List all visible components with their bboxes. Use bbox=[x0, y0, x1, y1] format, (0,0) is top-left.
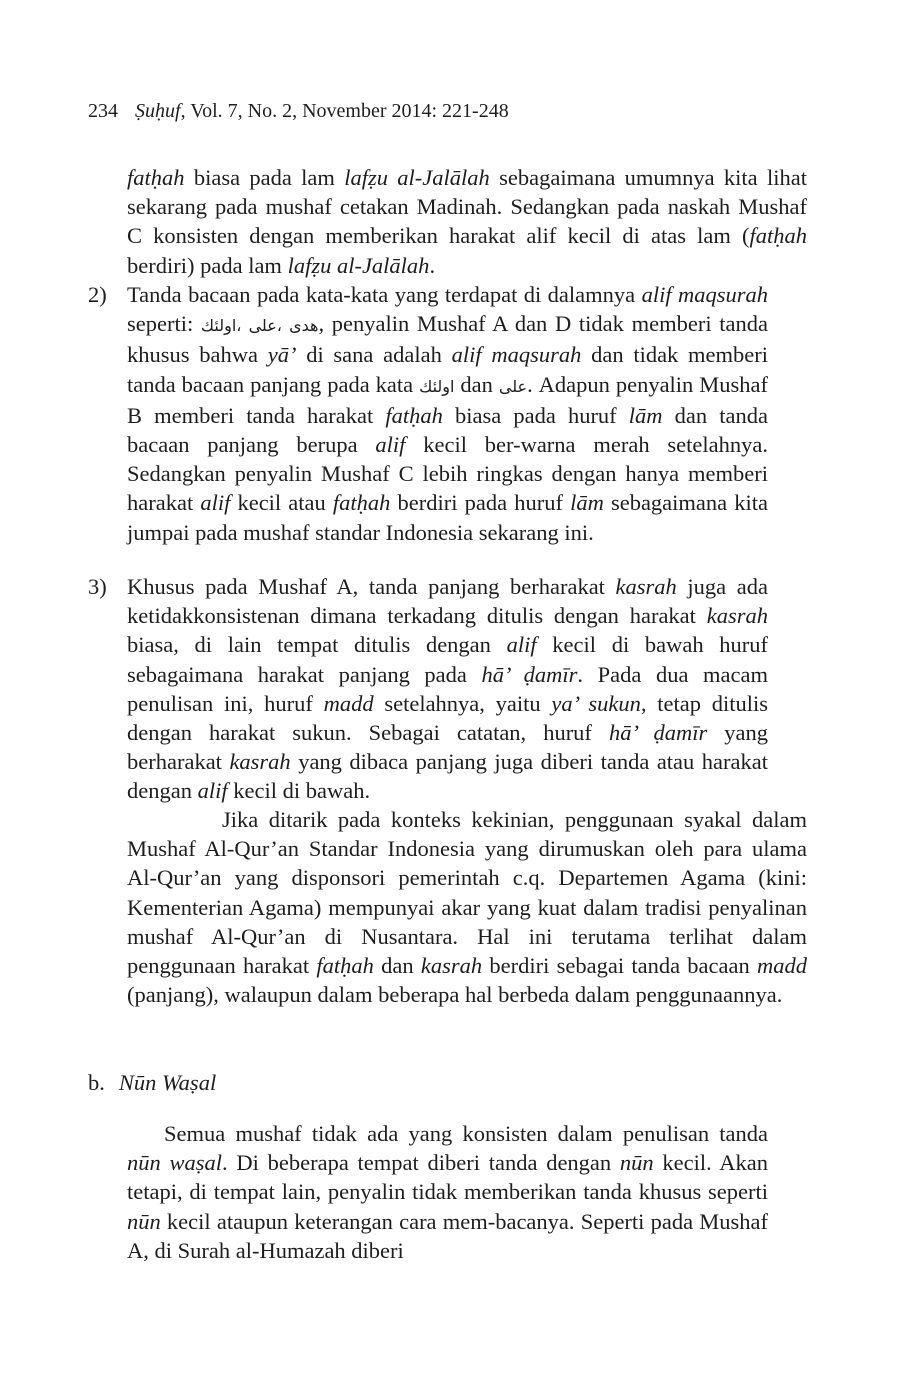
term-alif: alif bbox=[375, 432, 406, 458]
arabic-word: اولئك bbox=[419, 376, 455, 396]
text-run: sebagaimana kita jumpai pada mushaf standar Indonesia sekarang ini. bbox=[127, 490, 768, 545]
term-alif: alif bbox=[197, 778, 228, 804]
text-run: berdiri pada huruf bbox=[390, 490, 571, 516]
term-lafzu-al-jalalah: lafẓu al-Jalālah bbox=[344, 165, 490, 190]
text-run: dan tidak memberi tanda bacaan panjang pada kata bbox=[127, 342, 769, 397]
text-run: Khusus pada Mushaf A, tanda panjang berharakat bbox=[127, 574, 616, 599]
list-number: 2) bbox=[88, 282, 107, 307]
text-run: sebagaimana umumnya kita lihat sekarang pada mushaf cetakan Madinah. Sedangkan pada naskah Mushaf C konsisten dengan memberikan harakat alif kecil di atas lam ( bbox=[127, 165, 807, 249]
section-heading-b bbox=[88, 1068, 216, 1098]
text-run: , tetap ditulis dengan harakat sukun. Sebagai catatan, huruf bbox=[127, 690, 768, 746]
term-lam: lām bbox=[628, 402, 663, 428]
term-fathah: fatḥah bbox=[127, 165, 185, 190]
term-nun-wasal: nūn waṣal bbox=[127, 1150, 223, 1176]
list-item-text bbox=[127, 572, 768, 806]
term-ha-damir: hā’ ḍamīr bbox=[481, 661, 578, 687]
term-nun: nūn bbox=[619, 1150, 654, 1176]
text-run: biasa, di lain tempat ditulis dengan bbox=[127, 632, 507, 658]
list-number: 3) bbox=[88, 574, 107, 599]
page-number: 234 bbox=[88, 100, 118, 122]
text-run: dan bbox=[454, 371, 499, 397]
term-ya-sukun: ya’ sukun bbox=[551, 690, 641, 716]
term-ya: yā’ bbox=[267, 342, 297, 368]
term-kasrah: kasrah bbox=[420, 953, 483, 979]
journal-title: Ṣuḥuf bbox=[135, 100, 181, 122]
term-lam: lām bbox=[570, 490, 604, 516]
term-ha-damir: hā’ ḍamīr bbox=[608, 720, 708, 746]
text-run: kecil ber-warna merah setelahnya. Sedangkan penyalin Mushaf C lebih ringkas dengan hanya memberi harakat bbox=[127, 432, 768, 516]
term-fathah: fatḥah bbox=[316, 953, 374, 979]
text-run: (panjang), walaupun dalam beberapa hal berbeda dalam penggunaannya. bbox=[127, 982, 783, 1008]
list-item-text bbox=[127, 280, 768, 547]
paragraph-jika bbox=[88, 805, 807, 1009]
running-head bbox=[88, 97, 509, 125]
term-kasrah: kasrah bbox=[706, 603, 768, 629]
text-run: juga ada ketidakkonsistenan dimana terkadang ditulis dengan harakat bbox=[127, 574, 768, 629]
section-title: Nūn Waṣal bbox=[118, 1070, 217, 1095]
list-item-3 bbox=[88, 572, 768, 806]
term-fathah: fatḥah bbox=[749, 223, 807, 249]
term-lafzu-al-jalalah: lafẓu al-Jalālah bbox=[287, 252, 430, 278]
text-run: Semua mushaf tidak ada yang konsisten dalam penulisan tanda bbox=[164, 1121, 768, 1146]
text-run: setelahnya, yaitu bbox=[373, 690, 552, 716]
text-run: Jika ditarik pada konteks kekinian, penggunaan syakal dalam Mushaf Al-Qur’an Standar Indonesia yang dirumuskan oleh para ulama Al-Qur’an yang disponsori pemerintah c.q. Departemen Agama (kini: Kementerian Agama) mempunyai akar yang kuat dalam tradisi penyalinan mushaf Al-Qur’an di Nusantara. Hal ini terutama terlihat dalam penggunaan harakat bbox=[127, 807, 807, 979]
term-alif-maqsurah: alif maqsurah bbox=[451, 342, 582, 368]
text-run: berdiri sebagai tanda bacaan bbox=[482, 953, 757, 979]
text-run: seperti: bbox=[127, 311, 201, 337]
term-fathah: fatḥah bbox=[385, 402, 443, 428]
term-kasrah: kasrah bbox=[229, 749, 291, 775]
term-madd: madd bbox=[756, 953, 807, 979]
text-run: biasa pada huruf bbox=[442, 402, 629, 428]
text-run: Tanda bacaan pada kata-kata yang terdapat di dalamnya bbox=[127, 282, 642, 307]
section-label: b. bbox=[88, 1070, 105, 1095]
term-alif-maqsurah: alif maqsurah bbox=[641, 282, 769, 307]
arabic-word: على bbox=[498, 376, 528, 396]
term-madd: madd bbox=[323, 690, 374, 716]
text-run: kecil. Akan tetapi, di tempat lain, penyalin tidak memberikan tanda khusus seperti bbox=[127, 1150, 768, 1205]
text-run: dan bbox=[373, 953, 421, 979]
text-run: , penyalin Mushaf A dan D tidak memberi tanda khusus bahwa bbox=[127, 311, 768, 368]
text-run: kecil di bawah huruf sebagaimana harakat panjang pada bbox=[127, 632, 769, 687]
arabic-examples: هدى ،على ،اولئك bbox=[200, 316, 319, 336]
term-alif: alif bbox=[506, 632, 537, 658]
text-run: kecil atau bbox=[230, 490, 333, 516]
text-run: . Adapun penyalin Mushaf B memberi tanda harakat bbox=[127, 371, 768, 428]
text-run: . Di beberapa tempat diberi tanda dengan bbox=[222, 1150, 620, 1176]
text-run: di sana adalah bbox=[296, 342, 452, 368]
paragraph-semua bbox=[127, 1119, 768, 1265]
term-alif: alif bbox=[200, 490, 231, 516]
text-run: kecil di bawah. bbox=[227, 778, 371, 804]
term-fathah: fatḥah bbox=[332, 490, 391, 516]
term-nun: nūn bbox=[127, 1208, 161, 1234]
text-run: . bbox=[429, 252, 436, 278]
list-item-2 bbox=[88, 280, 768, 547]
text-run: yang berharakat bbox=[127, 720, 768, 775]
paragraph-text bbox=[127, 805, 807, 1009]
term-kasrah: kasrah bbox=[615, 574, 677, 599]
text-run: yang dibaca panjang juga diberi tanda atau harakat dengan bbox=[127, 749, 768, 804]
text-run: dan tanda bacaan panjang berupa bbox=[127, 402, 768, 458]
text-run: kecil ataupun keterangan cara mem-bacanya. Seperti pada Mushaf A, di Surah al-Humazah diberi bbox=[127, 1208, 768, 1263]
continuation-paragraph bbox=[88, 163, 807, 280]
text-run: berdiri) pada lam bbox=[127, 252, 288, 278]
paragraph-text bbox=[127, 1119, 768, 1265]
text-run: . Pada dua macam penulisan ini, huruf bbox=[127, 661, 768, 716]
text-run: biasa pada lam bbox=[184, 165, 345, 190]
journal-details: , Vol. 7, No. 2, November 2014: 221-248 bbox=[180, 100, 509, 122]
continuation-text bbox=[127, 163, 807, 280]
